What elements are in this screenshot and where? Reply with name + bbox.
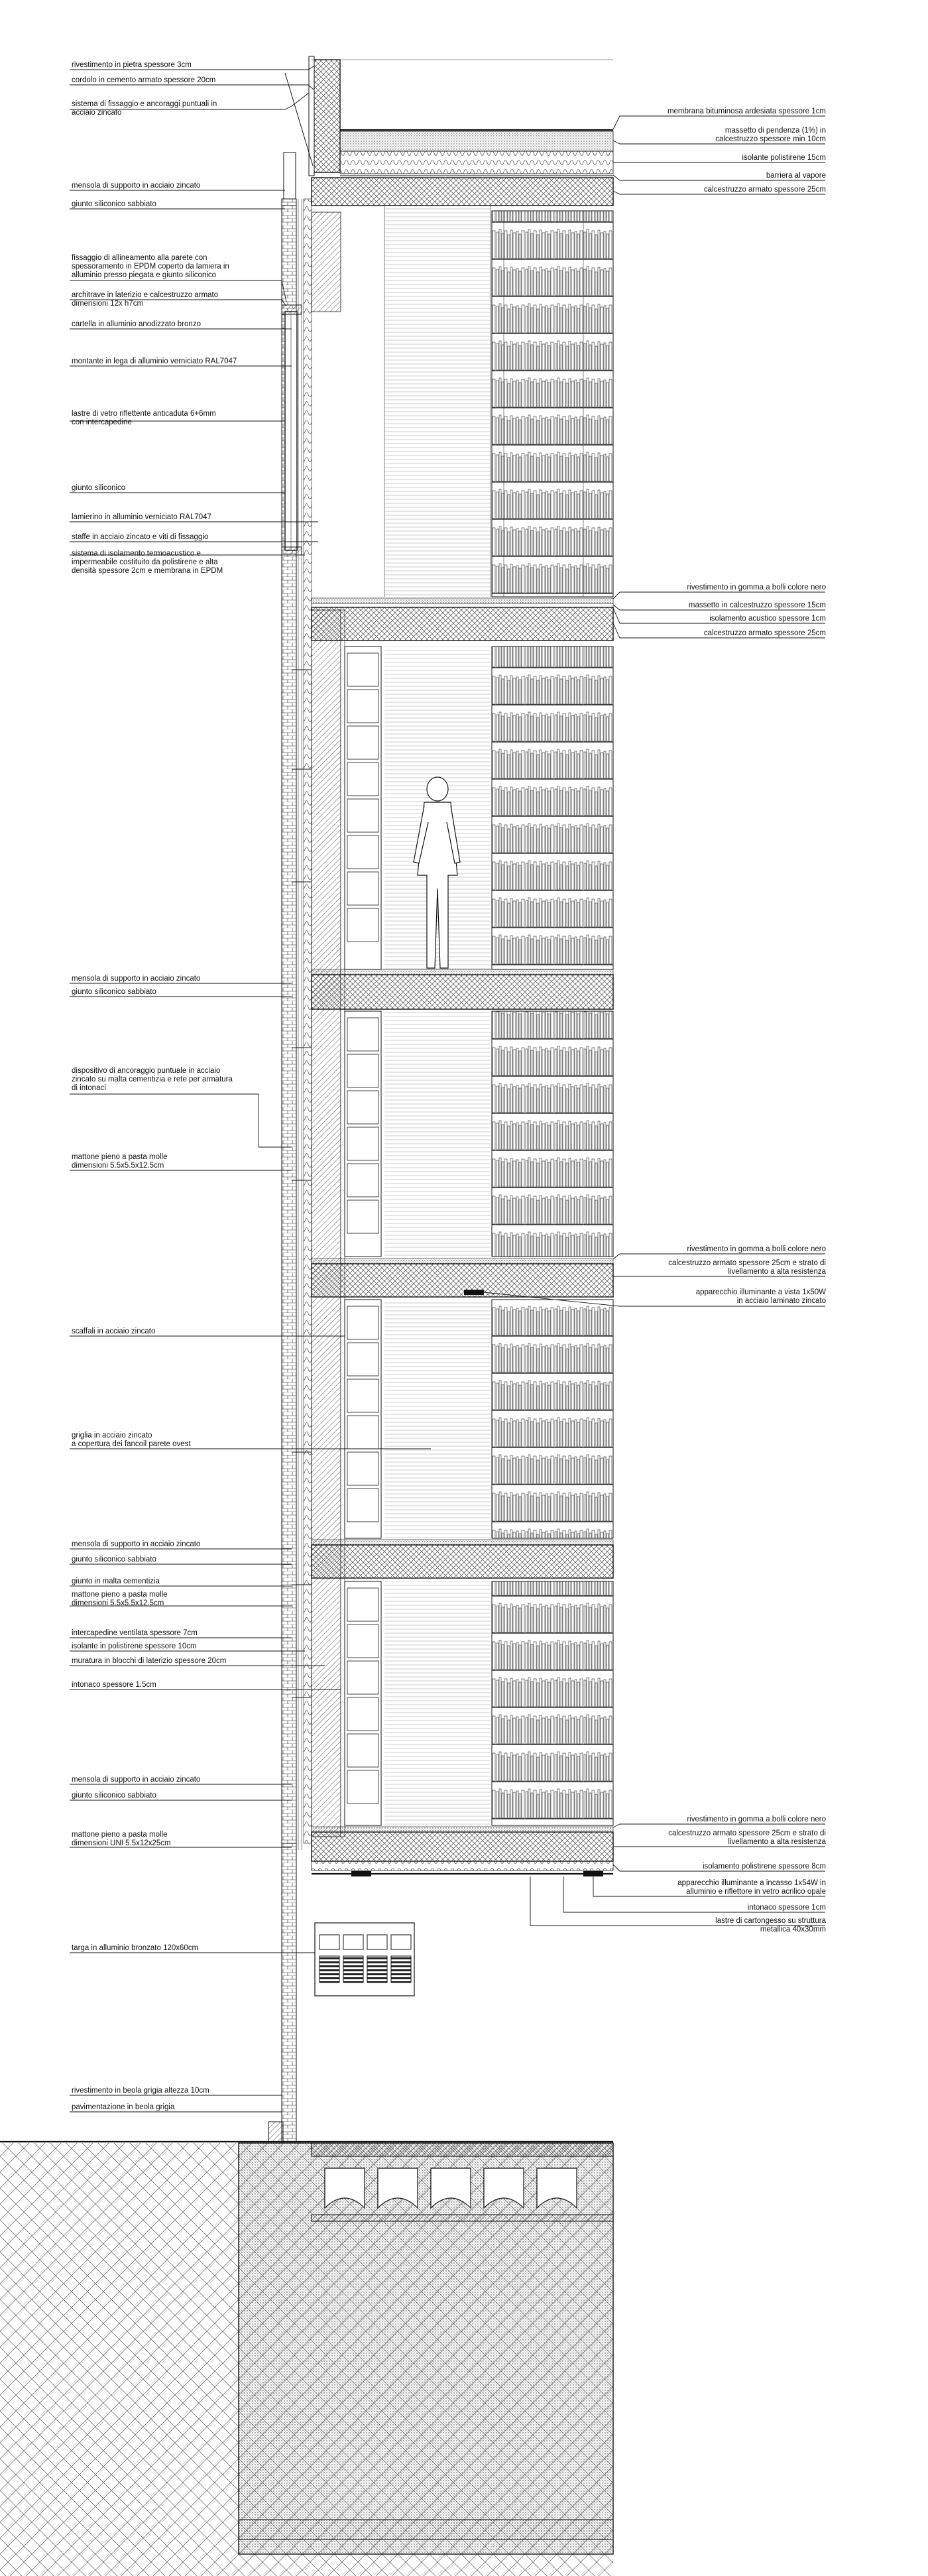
label-cartella: cartella in alluminio anodizzato bronzo — [72, 320, 201, 328]
label-membrana-bituminosa: membrana bituminosa ardesiata spessore 1cm — [667, 107, 826, 115]
label-pavimentazione-beola: pavimentazione in beola grigia — [72, 2103, 175, 2111]
label-rivestimento-beola: rivestimento in beola grigia altezza 10cm — [72, 2087, 209, 2095]
label-gomma-1: rivestimento in gomma a bolli colore nero — [687, 583, 826, 591]
bronze-plaque — [315, 1923, 414, 1996]
label-cartongesso: lastre di cartongesso su struttura metallica 40x30mm — [715, 1917, 826, 1933]
label-sistema-fissaggio: sistema di fissaggio e ancoraggi puntuali in acciaio zincato — [72, 100, 217, 117]
left-annotations — [72, 61, 237, 2111]
label-targa: targa in alluminio bronzato 120x60cm — [72, 1944, 199, 1952]
label-intonaco-1-5: intonaco spessore 1.5cm — [72, 1681, 156, 1689]
label-giunto-sabbiato-4: giunto siliconico sabbiato — [72, 1792, 156, 1800]
label-mattone-1: mattone pieno a pasta molle dimensioni 5.5x5.5x12.5cm — [72, 1153, 168, 1170]
roof-parapet — [284, 56, 613, 206]
label-mattone-2: mattone pieno a pasta molle dimensioni 5.5x5.5x12.5cm — [72, 1591, 168, 1607]
label-giunto-sabbiato-1: giunto siliconico sabbiato — [72, 200, 156, 208]
label-isolante-15cm: isolante polistirene 15cm — [742, 154, 826, 162]
label-lastre-vetro: lastre di vetro riflettente anticaduta 6+6mm con intercapedine — [72, 410, 216, 426]
label-giunto-sabbiato-2: giunto siliconico sabbiato — [72, 988, 156, 996]
ground-foundation — [0, 1843, 613, 2576]
label-sistema-isolamento: sistema di isolamento termoacustico e impermeabile costituito da polistirene e alta densità spessore 2cm e membrana in EPDM — [72, 550, 223, 575]
label-intonaco-1cm: intonaco spessore 1cm — [747, 1904, 826, 1912]
label-gomma-2: rivestimento in gomma a bolli colore nero — [687, 1245, 826, 1253]
label-calcestruzzo-livellamento-2: calcestruzzo armato spessore 25cm e strato di livellamento a alta resistenza — [668, 1829, 826, 1846]
reading-rooms — [345, 646, 613, 1825]
label-lamierino: lamierino in alluminio verniciato RAL7047 — [72, 513, 211, 521]
right-annotations — [667, 107, 827, 1933]
label-mensola-2: mensola di supporto in acciaio zincato — [72, 975, 201, 983]
label-isolamento-8cm: isolamento polistirene spessore 8cm — [702, 1863, 826, 1871]
label-calcestruzzo-1: calcestruzzo armato spessore 25cm — [703, 186, 826, 194]
label-apparecchio-vista: apparecchio illuminante a vista 1x50W in acciaio laminato zincato — [695, 1288, 826, 1305]
label-calcestruzzo-2: calcestruzzo armato spessore 25cm — [703, 629, 826, 637]
label-barriera-vapore: barriera al vapore — [766, 172, 826, 180]
label-intercapedine: intercapedine ventilata spessore 7cm — [72, 1629, 198, 1637]
label-giunto-sabbiato-3: giunto siliconico sabbiato — [72, 1556, 156, 1564]
label-dispositivo-ancoraggio: dispositivo di ancoraggio puntuale in acciaio zincato su malta cementizia e rete per armatura di intonaci — [72, 1067, 233, 1092]
label-montante: montante in lega di alluminio verniciato RAL7047 — [72, 357, 237, 365]
glazed-floor — [282, 206, 613, 597]
label-giunto-malta: giunto in malta cementizia — [72, 1577, 160, 1585]
label-rivestimento-pietra: rivestimento in pietra spessore 3cm — [72, 61, 192, 69]
label-massetto-pendenza: massetto di pendenza (1%) in calcestruzzo spessore min 10cm — [715, 127, 826, 143]
label-muratura: muratura in blocchi di laterizio spessore 20cm — [72, 1657, 227, 1665]
label-mensola-4: mensola di supporto in acciaio zincato — [72, 1776, 201, 1784]
label-griglia: griglia in acciaio zincato a copertura dei fancoil parete ovest — [72, 1432, 191, 1448]
label-calcestruzzo-livellamento-1: calcestruzzo armato spessore 25cm e strato di livellamento a alta resistenza — [668, 1259, 826, 1276]
label-fissaggio-allineamento: fissaggio di allineamento alla parete con spessoramento in EPDM coperto da lamiera in alluminio presso piegata e giunto siliconico — [72, 254, 229, 279]
label-staffe: staffe in acciaio zincato e viti di fissaggio — [72, 533, 209, 541]
label-mensola-3: mensola di supporto in acciaio zincato — [72, 1540, 201, 1548]
label-scaffali: scaffali in acciaio zincato — [72, 1327, 156, 1335]
label-mensola-1: mensola di supporto in acciaio zincato — [72, 182, 201, 190]
label-mattone-uni: mattone pieno a pasta molle dimensioni UNI 5.5x12x25cm — [72, 1831, 171, 1847]
label-architrave: architrave in laterizio e calcestruzzo armato dimensioni 12x h7cm — [72, 291, 219, 308]
label-massetto-15cm: massetto in calcestruzzo spessore 15cm — [688, 601, 826, 609]
label-apparecchio-incasso: apparecchio illuminante a incasso 1x54W in alluminio e riflettore in vetro acrilico opale — [677, 1879, 826, 1896]
label-isolante-10cm: isolante in polistirene spessore 10cm — [72, 1642, 197, 1650]
label-gomma-3: rivestimento in gomma a bolli colore nero — [687, 1815, 826, 1823]
label-isolamento-acustico: isolamento acustico spessore 1cm — [709, 615, 826, 623]
label-giunto-siliconico: giunto siliconico — [72, 484, 126, 492]
label-cordolo: cordolo in cemento armato spessore 20cm — [72, 76, 216, 84]
